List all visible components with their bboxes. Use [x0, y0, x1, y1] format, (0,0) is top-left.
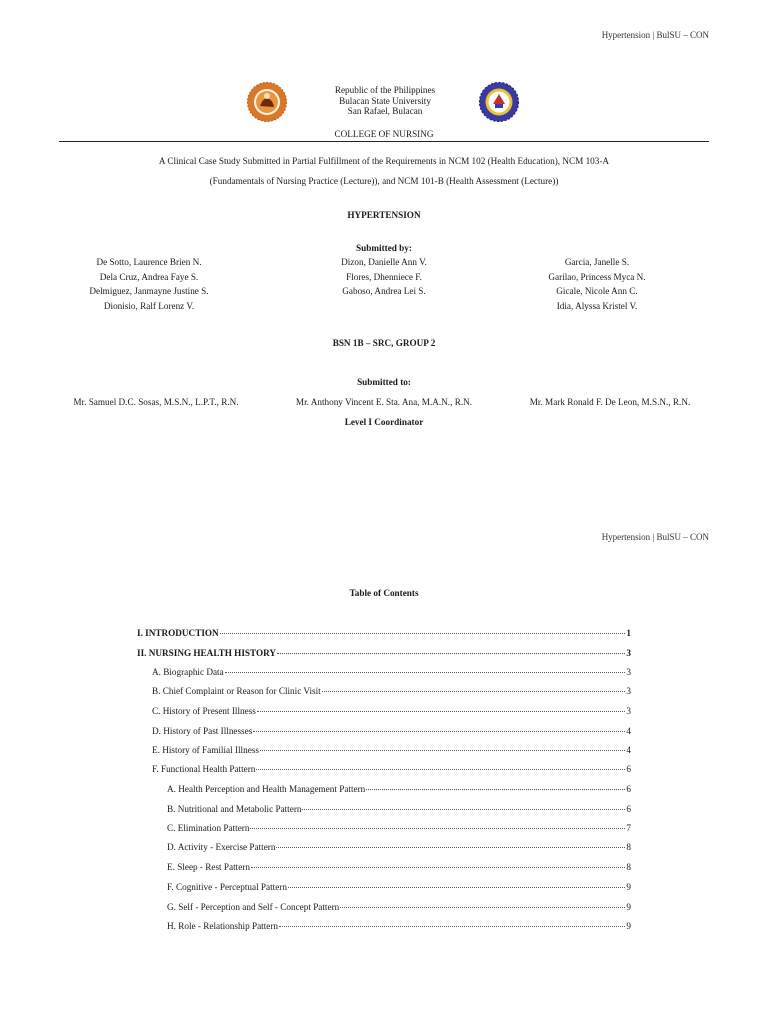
toc-leader-dots [260, 750, 625, 751]
author-name: Dionisio, Ralf Lorenz V. [103, 300, 195, 311]
toc-entry[interactable] [152, 745, 631, 757]
toc-entry[interactable] [152, 706, 631, 718]
toc-entry-page: 3 [626, 648, 631, 658]
toc-entry[interactable] [167, 784, 631, 796]
toc-entry[interactable] [152, 726, 631, 738]
study-title: HYPERTENSION [347, 210, 421, 220]
toc-entry-label: G. Self - Perception and Self - Concept Pattern [167, 902, 340, 912]
purpose-line-2: (Fundamentals of Nursing Practice (Lecture)), and NCM 101-B (Health Assessment (Lecture)) [209, 176, 559, 186]
table-of-contents [137, 0, 631, 1024]
toc-entry[interactable] [152, 686, 631, 698]
toc-entry-label: A. Biographic Data [152, 667, 224, 677]
author-name: Delmiguez, Janmayne Justine S. [89, 286, 209, 296]
submitted-by-label: Submitted by: [356, 243, 412, 253]
college-name: COLLEGE OF NURSING [334, 129, 434, 139]
toc-leader-dots [366, 789, 625, 790]
toc-leader-dots [279, 926, 625, 927]
toc-entry-page: 4 [626, 745, 631, 755]
author-name: Garilao, Princess Myca N. [548, 271, 646, 282]
toc-entry[interactable] [167, 842, 631, 854]
toc-entry[interactable] [167, 921, 631, 933]
author-name: Gaboso, Andrea Lei S. [342, 286, 426, 296]
toc-entry-page: 9 [626, 882, 631, 892]
toc-entry-label: B. Nutritional and Metabolic Pattern [167, 804, 302, 814]
toc-leader-dots [322, 691, 626, 692]
author-name: Flores, Dhenniece F. [346, 271, 422, 282]
toc-entry[interactable] [167, 862, 631, 874]
toc-entry[interactable] [137, 628, 631, 640]
toc-entry-label: F. Functional Health Pattern [152, 764, 256, 774]
toc-entry-label: E. Sleep - Rest Pattern [167, 862, 250, 872]
toc-leader-dots [276, 847, 625, 848]
toc-entry-page: 3 [626, 667, 631, 677]
toc-entry[interactable] [137, 648, 631, 660]
page-header: Hypertension | BulSU – CON [601, 532, 709, 542]
adviser-name: Mr. Mark Ronald F. De Leon, M.S.N., R.N. [529, 397, 691, 407]
toc-leader-dots [277, 653, 625, 654]
adviser-name: Mr. Anthony Vincent E. Sta. Ana, M.A.N., R.N. [295, 397, 473, 407]
toc-entry-label: F. Cognitive - Perceptual Pattern [167, 882, 287, 892]
author-name: Idia, Alyssa Kristel V. [556, 300, 638, 311]
toc-entry[interactable] [152, 764, 631, 776]
toc-entry-page: 6 [626, 764, 631, 774]
toc-entry[interactable] [167, 902, 631, 914]
toc-entry-label: II. NURSING HEALTH HISTORY [137, 648, 277, 658]
toc-entry-page: 6 [626, 784, 631, 794]
coordinator-label: Level I Coordinator [344, 417, 424, 427]
toc-entry-label: D. History of Past Illnesses [152, 726, 253, 736]
toc-entry-label: D. Activity - Exercise Pattern [167, 842, 276, 852]
group-label: BSN 1B – SRC, GROUP 2 [332, 338, 436, 348]
toc-leader-dots [288, 887, 625, 888]
toc-entry-label: B. Chief Complaint or Reason for Clinic Visit [152, 686, 321, 696]
toc-entry-page: 8 [626, 842, 631, 852]
toc-entry-label: A. Health Perception and Health Management Pattern [167, 784, 366, 794]
toc-entry-page: 1 [626, 628, 631, 638]
toc-entry-page: 9 [626, 921, 631, 931]
author-name: De Sotto, Laurence Brien N. [96, 257, 202, 267]
toc-entry-label: H. Role - Relationship Pattern [167, 921, 278, 931]
address-line: Republic of the Philippines [334, 85, 436, 95]
toc-entry[interactable] [167, 823, 631, 835]
address-line: Bulacan State University [339, 95, 431, 106]
toc-leader-dots [256, 769, 625, 770]
toc-leader-dots [253, 731, 625, 732]
toc-entry-label: E. History of Familial Illness [152, 745, 259, 755]
page-header: Hypertension | BulSU – CON [601, 30, 709, 40]
toc-entry[interactable] [152, 667, 631, 679]
toc-entry-label: C. History of Present Illness [152, 706, 256, 716]
address-line: San Rafael, Bulacan [347, 106, 423, 116]
submitted-to-label: Submitted to: [357, 377, 411, 387]
toc-entry-label: C. Elimination Pattern [167, 823, 250, 833]
toc-entry-page: 8 [626, 862, 631, 872]
toc-entry-label: I. INTRODUCTION [137, 628, 219, 638]
toc-title: Table of Contents [349, 588, 419, 598]
toc-leader-dots [340, 907, 625, 908]
author-name: Garcia, Janelle S. [564, 257, 630, 267]
toc-entry-page: 9 [626, 902, 631, 912]
toc-leader-dots [251, 867, 625, 868]
author-name: Dela Cruz, Andrea Faye S. [99, 271, 199, 282]
toc-entry-page: 7 [626, 823, 631, 833]
toc-entry[interactable] [167, 804, 631, 816]
toc-entry-page: 6 [626, 804, 631, 814]
toc-leader-dots [225, 672, 626, 673]
toc-leader-dots [250, 828, 625, 829]
toc-entry-page: 3 [626, 686, 631, 696]
toc-entry[interactable] [167, 882, 631, 894]
toc-leader-dots [220, 633, 626, 634]
toc-leader-dots [257, 711, 626, 712]
toc-leader-dots [302, 809, 625, 810]
author-name: Dizon, Danielle Ann V. [341, 257, 427, 267]
adviser-name: Mr. Samuel D.C. Sosas, M.S.N., L.P.T., R.N. [73, 397, 239, 407]
purpose-line-1: A Clinical Case Study Submitted in Partial Fulfillment of the Requirements in NCM 102 (Health Education), NCM 103-A [158, 156, 610, 166]
toc-entry-page: 3 [626, 706, 631, 716]
toc-entry-page: 4 [626, 726, 631, 736]
author-name: Gicale, Nicole Ann C. [556, 286, 638, 296]
